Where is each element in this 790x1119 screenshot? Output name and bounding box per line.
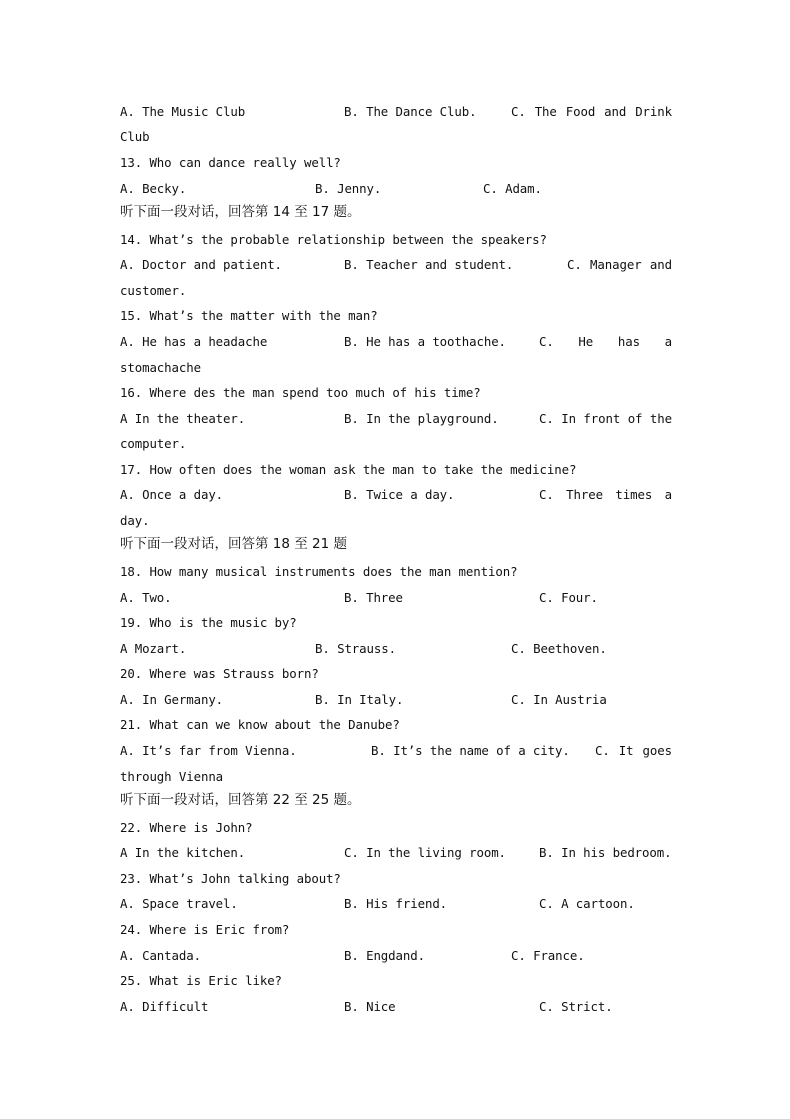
q14-option-a: A. Doctor and patient. — [120, 257, 282, 272]
section-header-18-21: 听下面一段对话，回答第 18 至 21 题 — [120, 536, 348, 552]
section-header-14-17: 听下面一段对话，回答第 14 至 17 题。 — [120, 204, 361, 220]
q21-question: 21. What can we know about the Danube? — [120, 717, 400, 732]
q16-question: 16. Where des the man spend too much of his time? — [120, 385, 481, 400]
q25-option-a: A. Difficult — [120, 999, 209, 1014]
q17-question: 17. How often does the woman ask the man to take the medicine? — [120, 462, 577, 477]
q19-option-c: C. Beethoven. — [511, 641, 607, 656]
q16-option-b: B. In the playground. — [344, 411, 499, 426]
q12-option-a: A. The Music Club — [120, 104, 246, 119]
q13-question: 13. Who can dance really well? — [120, 155, 341, 170]
q19-option-b: B. Strauss. — [315, 641, 396, 656]
q23-option-b: B. His friend. — [344, 896, 448, 911]
q14-option-c: C. Manager and — [567, 257, 672, 272]
q16-option-a: A In the theater. — [120, 411, 246, 426]
q22-option-third: B. In his bedroom. — [539, 845, 672, 860]
q13-option-a: A. Becky. — [120, 181, 187, 196]
q25-options — [120, 999, 672, 1079]
q22-option-second: C. In the living room. — [344, 845, 506, 860]
q20-option-b: B. In Italy. — [315, 692, 404, 707]
q23-option-c: C. A cartoon. — [539, 896, 635, 911]
q21-option-c: C. It goes — [595, 743, 672, 758]
q13-options — [120, 181, 672, 261]
q15-question: 15. What’s the matter with the man? — [120, 308, 378, 323]
q25-option-c: C. Strict. — [539, 999, 613, 1014]
q23-question: 23. What’s John talking about? — [120, 871, 341, 886]
q22-option-a: A In the kitchen. — [120, 845, 246, 860]
q14-question: 14. What’s the probable relationship between the speakers? — [120, 232, 547, 247]
q14-option-c-continued: customer. — [120, 283, 187, 298]
q18-option-b: B. Three — [344, 590, 403, 605]
q14-option-b: B. Teacher and student. — [344, 257, 514, 272]
q12-option-c: C. The Food and Drink — [511, 104, 672, 119]
q15-option-c-continued: stomachache — [120, 360, 201, 375]
q13-option-b: B. Jenny. — [315, 181, 382, 196]
q20-question: 20. Where was Strauss born? — [120, 666, 319, 681]
section-header-22-25: 听下面一段对话，回答第 22 至 25 题。 — [120, 792, 361, 808]
q22-question: 22. Where is John? — [120, 820, 253, 835]
q17-option-c-continued: day. — [120, 513, 150, 528]
q24-option-c: C. France. — [511, 948, 585, 963]
q25-option-b: B. Nice — [344, 999, 396, 1014]
q12-option-b: B. The Dance Club. — [344, 104, 477, 119]
q19-option-a: A Mozart. — [120, 641, 187, 656]
q21-option-a: A. It’s far from Vienna. — [120, 743, 297, 758]
q17-option-b: B. Twice a day. — [344, 487, 455, 502]
q15-option-c: C. He has a — [539, 334, 672, 349]
q20-option-c: C. In Austria — [511, 692, 607, 707]
q18-option-a: A. Two. — [120, 590, 172, 605]
q23-option-a: A. Space travel. — [120, 896, 238, 911]
q12-option-c-continued: Club — [120, 129, 150, 144]
q13-option-c: C. Adam. — [483, 181, 542, 196]
q16-option-c: C. In front of the — [539, 411, 672, 426]
q21-option-b: B. It’s the name of a city. — [371, 743, 570, 758]
q16-option-c-continued: computer. — [120, 436, 187, 451]
q15-option-a: A. He has a headache — [120, 334, 268, 349]
q15-option-b: B. He has a toothache. — [344, 334, 506, 349]
q20-option-a: A. In Germany. — [120, 692, 224, 707]
q18-question: 18. How many musical instruments does the man mention? — [120, 564, 518, 579]
q19-question: 19. Who is the music by? — [120, 615, 297, 630]
q17-option-a: A. Once a day. — [120, 487, 224, 502]
q24-question: 24. Where is Eric from? — [120, 922, 290, 937]
q25-question: 25. What is Eric like? — [120, 973, 282, 988]
q24-option-b: B. Engdand. — [344, 948, 425, 963]
q21-option-c-continued: through Vienna — [120, 769, 224, 784]
q18-option-c: C. Four. — [539, 590, 598, 605]
q17-option-c: C. Three times a — [539, 487, 672, 502]
q24-option-a: A. Cantada. — [120, 948, 201, 963]
